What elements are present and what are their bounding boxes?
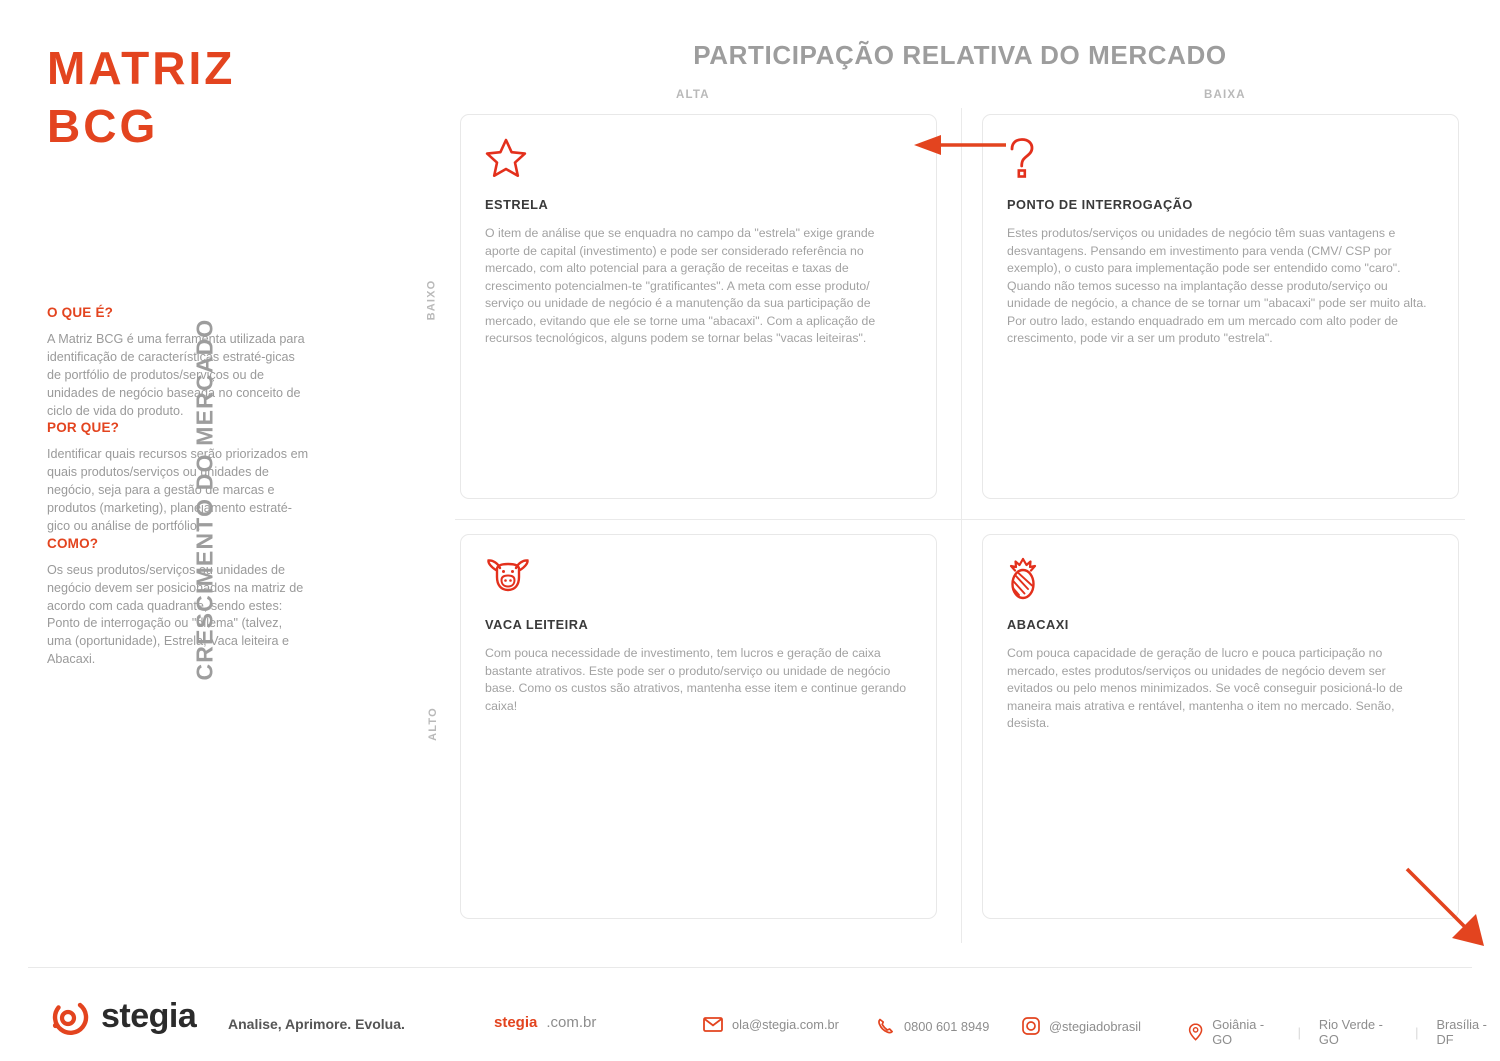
pineapple-icon [1007,557,1434,601]
quadrant-title-vaca-leiteira: VACA LEITEIRA [485,617,589,632]
footer-tagline: Analise, Aprimore. Evolua. [228,1016,405,1032]
sidebar-info-blocks [47,305,309,669]
x-axis-title: PARTICIPAÇÃO RELATIVA DO MERCADO [693,40,1227,70]
section-body-como: Os seus produtos/serviços ou unidades de negócio devem ser posicionados na matriz de acordo com cada quadrante, sendo estes: Ponto de interrogação ou "dilema" (talvez, uma (oportunidade), Estrela, Vaca leiteira e Abacaxi. [47,562,304,667]
footer-phone-text: 0800 601 8949 [904,1018,990,1034]
page-title [47,40,347,155]
grid-line-vertical [961,108,962,943]
footer-location-2: Rio Verde - GO [1318,1017,1383,1047]
quadrant-body-estrela: O item de análise que se enquadra no campo da "estrela" exige grande aporte de capital (investimento) e pode ser considerado referência no mercado, com alto potencial para a geração de receitas e taxas de crescimento potencialmen-te "gratificantes". A meta com esse produto/ serviço ou unidade de negócio é a manutenção da sua participação de mercado, evitando que ele se torne uma "abacaxi". Com a aplicação de recursos tecnológicos, alguns podem se tornar belas "vacas leiteiras". [485,226,876,346]
location-pin-icon [1188,1022,1203,1042]
envelope-icon [703,1017,723,1032]
star-icon [485,137,912,181]
stegia-mark-icon [47,995,89,1037]
section-body-o-que-e: A Matriz BCG é uma ferramenta utilizada para identificação de características estraté-gicas de portfólio de produtos/serviços ou de unidades de negócio baseada no conceito de ciclo de vida do produto. [47,332,305,418]
section-heading-o-que-e: O QUE É? [47,305,114,320]
x-axis-label-baixa: BAIXA [1204,89,1246,101]
quadrant-title-estrela: ESTRELA [485,197,549,212]
quadrant-estrela[interactable] [460,114,937,499]
footer-instagram[interactable] [1022,1017,1141,1035]
arrow-left-icon [914,132,1006,163]
stegia-wordmark: stegia [101,996,197,1035]
sidebar-section-como [47,536,309,669]
sidebar-section-por-que [47,420,309,535]
location-separator-2: | [1415,1024,1419,1040]
x-axis-label-alta: ALTA [676,89,710,101]
footer-divider [28,967,1472,968]
quadrant-abacaxi[interactable] [982,534,1459,919]
instagram-icon [1022,1017,1040,1035]
footer [0,990,1500,1055]
stegia-logo[interactable] [47,995,196,1037]
footer-website-brand: stegia [494,1014,538,1031]
quadrant-body-abacaxi: Com pouca capacidade de geração de lucro e pouca participação no mercado, estes produtos/serviços ou unidades de negócio devem ser evitados ou pelo menos minimizados. Se você conseguir posicioná-lo de maneira mais atrativa e rentável, mantenha o item no mercado. Senão, desista. [1007,646,1403,731]
footer-instagram-text: @stegiadobrasil [1049,1018,1141,1034]
title-line-1: MATRIZ [47,42,236,94]
y-axis-label-baixo: BAIXO [425,279,438,321]
quadrant-body-vaca-leiteira: Com pouca necessidade de investimento, tem lucros e geração de caixa bastante atrativos. Este pode ser o produto/serviço ou unidade de negócio base. Como os custos são atrativos, mantenha esse item e continue gerando caixa! [485,646,907,713]
quadrant-title-abacaxi: ABACAXI [1007,617,1069,632]
footer-email[interactable] [703,1017,839,1032]
y-axis-title: CRESCIMENTO DO MERCADO [191,318,218,681]
footer-phone[interactable] [877,1017,989,1035]
section-heading-como: COMO? [47,535,99,551]
footer-location-1: Goiânia - GO [1212,1017,1265,1047]
section-body-por-que: Identificar quais recursos serão priorizados em quais produtos/serviços ou unidades de negócio, seja para a gestão de marcas e produtos (marketing), planejamento estraté-gico ou análise de portfólio. [47,447,309,533]
quadrant-body-ponto-de-interrogacao: Estes produtos/serviços ou unidades de negócio têm suas vantagens e desvantagens. Pensando em investimento para venda (CMV/ CSP por exemplo), o custo para implementação pode ser entendido como "caro". Quando não temos sucesso na implantação desse produto/serviço ou unidade de negócio, a chance de se tornar um "abacaxi" pode ser muito alta. Por outro lado, estando enquadrado em um mercado com alto poder de crescimento, pode vir a ser um produto "estrela". [1007,226,1427,346]
section-heading-por-que: POR QUE? [47,420,120,436]
arrow-down-right-icon [1404,866,1486,953]
question-mark-icon [1007,137,1434,181]
footer-locations [1188,1017,1500,1047]
y-axis-label-alto: ALTO [426,707,439,741]
footer-email-text: ola@stegia.com.br [732,1017,839,1032]
sidebar-section-o-que-e [47,305,309,420]
footer-website[interactable] [494,1014,596,1031]
location-separator-1: | [1297,1024,1301,1040]
footer-website-tld: .com.br [546,1014,597,1031]
phone-icon [877,1017,895,1035]
title-line-2: BCG [47,99,159,152]
quadrant-ponto-de-interrogacao[interactable] [982,114,1459,499]
grid-line-horizontal [455,519,1465,520]
quadrant-title-ponto-de-interrogacao: PONTO DE INTERROGAÇÃO [1007,197,1193,212]
footer-location-3: Brasília - DF [1436,1017,1487,1047]
cow-icon [485,557,912,601]
quadrant-vaca-leiteira[interactable] [460,534,937,919]
